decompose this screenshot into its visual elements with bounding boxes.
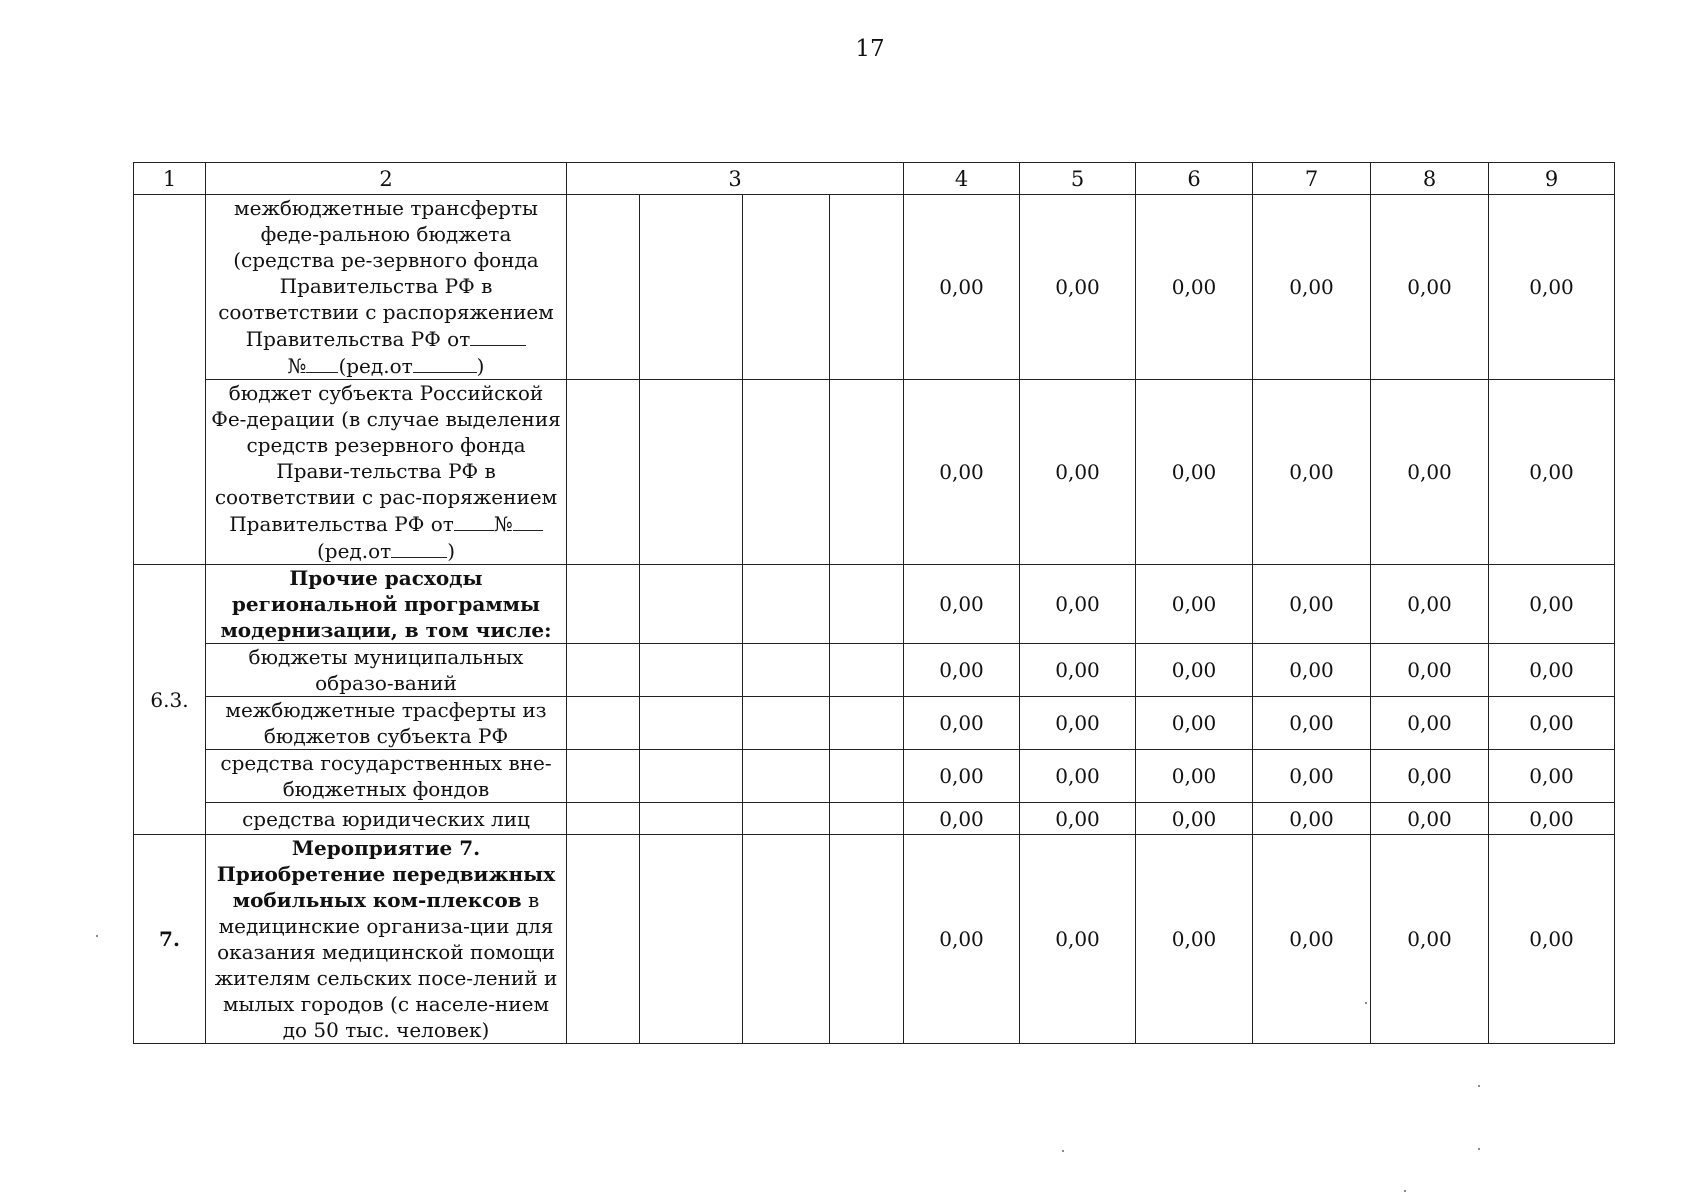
value-cell: 0,00: [1136, 803, 1253, 835]
table-row: [134, 565, 1615, 644]
value-cell: 0,00: [1020, 565, 1136, 644]
value-cell: 0,00: [1371, 195, 1489, 380]
value-cell: 0,00: [904, 835, 1020, 1044]
empty-cell: [640, 565, 743, 644]
value-cell: 0,00: [1136, 835, 1253, 1044]
page-number: 17: [855, 36, 885, 62]
budget-table: [133, 162, 1615, 1044]
value-cell: 0,00: [1371, 750, 1489, 803]
empty-cell: [640, 803, 743, 835]
row-description: бюджеты муниципальных образо-ваний: [206, 644, 567, 697]
value-cell: 0,00: [1253, 697, 1371, 750]
value-cell: 0,00: [904, 380, 1020, 565]
value-cell: 0,00: [1020, 750, 1136, 803]
header-cell: 4: [904, 163, 1020, 195]
table-row: [134, 697, 1615, 750]
scan-speck: [96, 935, 98, 937]
revision-label: (ред.от: [316, 539, 392, 563]
empty-cell: [830, 697, 904, 750]
value-cell: 0,00: [1371, 380, 1489, 565]
header-cell: 2: [206, 163, 567, 195]
empty-cell: [830, 835, 904, 1044]
value-cell: 0,00: [1020, 644, 1136, 697]
row-number-cell: [134, 195, 206, 565]
value-cell: 0,00: [904, 565, 1020, 644]
row-number-cell: 7.: [134, 835, 206, 1044]
empty-cell: [640, 750, 743, 803]
value-cell: 0,00: [1489, 835, 1615, 1044]
value-cell: 0,00: [1489, 803, 1615, 835]
empty-cell: [830, 750, 904, 803]
value-cell: 0,00: [1489, 750, 1615, 803]
header-cell: 5: [1020, 163, 1136, 195]
row-description: средства юридических лиц: [206, 803, 567, 835]
value-cell: 0,00: [904, 644, 1020, 697]
scan-speck: [1404, 1190, 1406, 1192]
value-cell: 0,00: [1253, 380, 1371, 565]
closing-paren: ): [447, 539, 456, 563]
header-cell: 7: [1253, 163, 1371, 195]
value-cell: 0,00: [1253, 750, 1371, 803]
value-cell: 0,00: [1371, 565, 1489, 644]
empty-cell: [640, 380, 743, 565]
row-number-cell: 6.3.: [134, 565, 206, 835]
empty-cell: [567, 803, 640, 835]
row-description: средства государственных вне-бюджетных фондов: [206, 750, 567, 803]
description-text: в медицинские организа-ции для оказания медицинской помощи жителям сельских посе-лений и мылых городов (с населе-нием до 50 тыс. человек): [214, 888, 558, 1042]
table-row: [134, 644, 1615, 697]
value-cell: 0,00: [904, 750, 1020, 803]
empty-cell: [640, 697, 743, 750]
empty-cell: [567, 697, 640, 750]
value-cell: 0,00: [1253, 565, 1371, 644]
description-text: межбюджетные трансферты феде-ральною бюджета (средства ре-зервного фонда Правительства РФ в соответствии с распоряжением Правительства РФ от: [218, 196, 554, 351]
closing-paren: ): [476, 354, 485, 378]
value-cell: 0,00: [1136, 644, 1253, 697]
revision-label: (ред.от: [338, 354, 413, 378]
value-cell: 0,00: [1136, 195, 1253, 380]
empty-cell: [567, 565, 640, 644]
empty-cell: [743, 803, 830, 835]
value-cell: 0,00: [1136, 697, 1253, 750]
empty-cell: [830, 565, 904, 644]
value-cell: 0,00: [1020, 195, 1136, 380]
value-cell: 0,00: [1253, 644, 1371, 697]
empty-cell: [743, 697, 830, 750]
row-description: Прочие расходы региональной программы модернизации, в том числе:: [206, 565, 567, 644]
row-description: [206, 380, 567, 565]
empty-cell: [640, 644, 743, 697]
value-cell: 0,00: [1489, 565, 1615, 644]
empty-cell: [567, 195, 640, 380]
description-text: бюджет субъекта Российской Фе-дерации (в случае выделения средств резервного фонда Прави-тельства РФ в соответствии с рас-поряжением Правительства РФ от: [211, 381, 561, 536]
header-cell: 8: [1371, 163, 1489, 195]
value-cell: 0,00: [1489, 195, 1615, 380]
table-row: [134, 750, 1615, 803]
value-cell: 0,00: [1489, 644, 1615, 697]
value-cell: 0,00: [1136, 750, 1253, 803]
scan-speck: [1478, 1148, 1480, 1150]
header-cell: 9: [1489, 163, 1615, 195]
value-cell: 0,00: [904, 803, 1020, 835]
empty-cell: [567, 750, 640, 803]
value-cell: 0,00: [1371, 644, 1489, 697]
value-cell: 0,00: [1371, 835, 1489, 1044]
empty-cell: [567, 835, 640, 1044]
value-cell: 0,00: [1371, 803, 1489, 835]
value-cell: 0,00: [1020, 380, 1136, 565]
table-row: [134, 195, 1615, 380]
table-row: [134, 835, 1615, 1044]
value-cell: 0,00: [1136, 380, 1253, 565]
value-cell: 0,00: [1371, 697, 1489, 750]
value-cell: 0,00: [1253, 803, 1371, 835]
header-cell: 6: [1136, 163, 1253, 195]
value-cell: 0,00: [1489, 380, 1615, 565]
value-cell: 0,00: [904, 195, 1020, 380]
row-description: [206, 835, 567, 1044]
empty-cell: [830, 803, 904, 835]
empty-cell: [640, 835, 743, 1044]
value-cell: 0,00: [1136, 565, 1253, 644]
row-description: межбюджетные трасферты из бюджетов субъекта РФ: [206, 697, 567, 750]
table-row: [134, 803, 1615, 835]
empty-cell: [640, 195, 743, 380]
empty-cell: [743, 565, 830, 644]
value-cell: 0,00: [1489, 697, 1615, 750]
empty-cell: [830, 644, 904, 697]
value-cell: 0,00: [1253, 195, 1371, 380]
table-row: [134, 380, 1615, 565]
header-row: [134, 163, 1615, 195]
value-cell: 0,00: [1020, 835, 1136, 1044]
row-description: [206, 195, 567, 380]
header-cell: 3: [567, 163, 904, 195]
header-cell: 1: [134, 163, 206, 195]
empty-cell: [567, 380, 640, 565]
value-cell: 0,00: [904, 697, 1020, 750]
empty-cell: [743, 750, 830, 803]
empty-cell: [567, 644, 640, 697]
scan-speck: [1478, 1085, 1480, 1087]
empty-cell: [743, 835, 830, 1044]
value-cell: 0,00: [1020, 697, 1136, 750]
number-sign: №: [287, 354, 307, 378]
value-cell: 0,00: [1253, 835, 1371, 1044]
empty-cell: [830, 195, 904, 380]
empty-cell: [830, 380, 904, 565]
empty-cell: [743, 195, 830, 380]
number-sign: №: [493, 512, 513, 536]
description-bold: Мероприятие 7. Приобретение передвижных мобильных ком-плексов: [216, 836, 556, 912]
value-cell: 0,00: [1020, 803, 1136, 835]
scan-speck: [1365, 1002, 1367, 1004]
empty-cell: [743, 644, 830, 697]
empty-cell: [743, 380, 830, 565]
scan-speck: [1062, 1150, 1064, 1152]
